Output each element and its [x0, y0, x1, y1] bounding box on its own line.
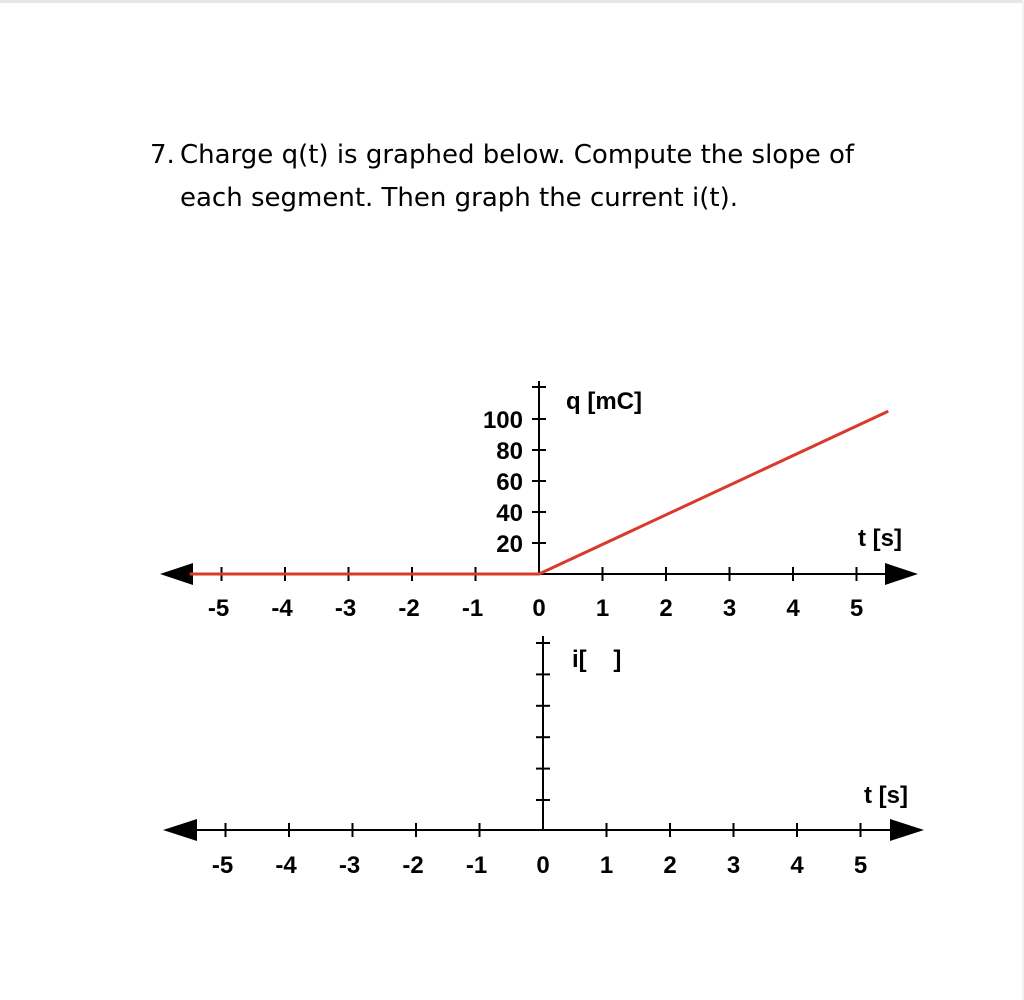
current-x-axis-label: t [s] — [864, 782, 908, 809]
current-x-tick-label: -2 — [402, 852, 424, 879]
current-x-tick-label: 5 — [853, 852, 868, 879]
current-x-tick-label: -3 — [338, 852, 361, 879]
current-x-tick-label: -1 — [465, 852, 488, 879]
problem-text-1: Charge q(t) is graphed below. Compute the slope of — [180, 140, 855, 170]
current-x-axis-right-arrow — [890, 819, 924, 841]
current-chart — [163, 636, 924, 879]
charge-y-tick-label: 60 — [496, 469, 523, 496]
charge-x-tick-label: 2 — [659, 595, 673, 622]
charge-y-tick-label: 20 — [496, 531, 523, 558]
current-x-tick-label: -5 — [211, 852, 234, 879]
charge-y-tick-label: 40 — [496, 500, 523, 527]
charge-y-tick-label: 80 — [496, 438, 523, 465]
current-x-tick-label: 2 — [663, 852, 677, 879]
problem-line-2: each segment. Then graph the current i(t). — [180, 183, 738, 213]
current-x-tick-label: -4 — [275, 852, 297, 879]
charge-x-tick-label: -2 — [398, 595, 420, 622]
charge-chart — [160, 381, 918, 622]
current-x-tick-label: 4 — [790, 852, 804, 879]
charge-x-tick-label: -5 — [207, 595, 230, 622]
charge-x-tick-label: 0 — [532, 595, 546, 622]
charge-x-tick-label: -4 — [271, 595, 293, 622]
current-x-tick-label: 0 — [536, 852, 550, 879]
current-x-tick-label: 3 — [726, 852, 741, 879]
current-x-axis-left-arrow — [163, 819, 197, 841]
current-y-axis-label: i[ ] — [572, 646, 622, 673]
charge-y-tick-label: 100 — [482, 407, 523, 434]
charge-x-tick-label: 3 — [722, 595, 737, 622]
charge-x-axis-right-arrow — [885, 563, 918, 585]
charge-x-tick-label: -3 — [334, 595, 357, 622]
charge-x-tick-label: 4 — [786, 595, 800, 622]
current-x-tick-label: 1 — [599, 852, 614, 879]
charge-y-axis-label: q [mC] — [566, 388, 642, 415]
current-x-ticks — [212, 823, 867, 879]
charge-x-axis-left-arrow — [160, 563, 193, 585]
charge-x-axis-label: t [s] — [858, 525, 902, 552]
problem-number: 7. — [150, 140, 175, 170]
charge-y-ticks — [483, 387, 546, 558]
charge-x-tick-label: 5 — [849, 595, 864, 622]
charge-x-tick-label: -1 — [461, 595, 484, 622]
charge-x-tick-label: 1 — [595, 595, 610, 622]
